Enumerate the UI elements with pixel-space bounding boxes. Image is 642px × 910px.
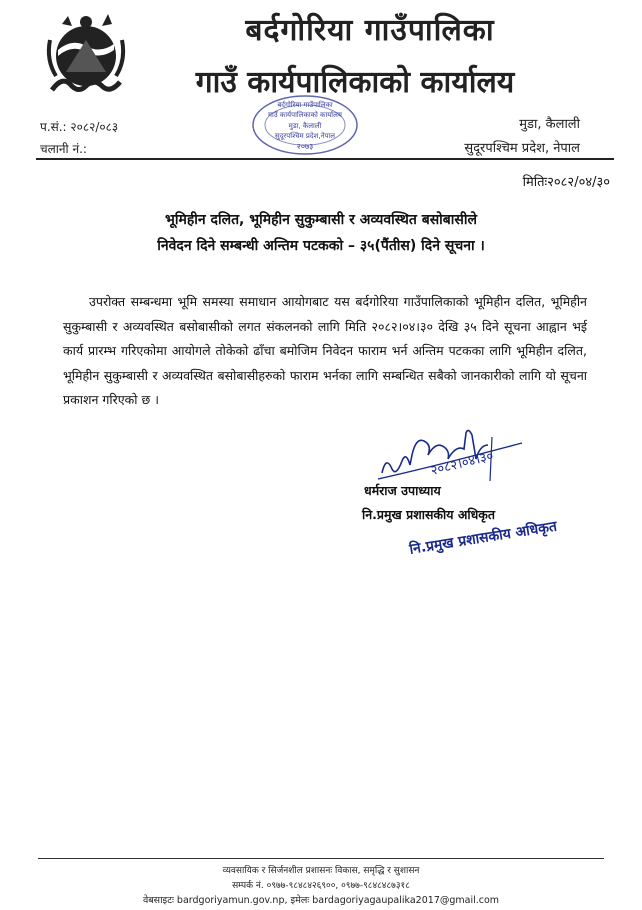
footer-web-email: वेबसाइटः bardgoriyamun.gov.np, इमेलः bardagoriyagaupalika2017@gmail.com — [142, 895, 500, 906]
signatory-name: धर्मराज उपाध्याय — [364, 483, 441, 498]
signatory-designation: नि.प्रमुख प्रशासकीय अधिकृत — [362, 507, 496, 522]
address-line-1: मुडा, कैलाली — [519, 117, 580, 132]
notice-subject — [40, 207, 602, 259]
seal-line-4: सुदूरपश्चिम प्रदेश,नेपाल — [274, 132, 336, 140]
dispatch-number: चलानी नं.: — [40, 142, 87, 156]
subject-line-1: भूमिहीन दलित, भूमिहीन सुकुम्बासी र अव्यवस्थित बसोबासीले — [164, 212, 478, 228]
seal-line-2: गाउँ कार्यपालिकाको कार्यालय — [268, 111, 342, 119]
reference-number: प.सं.: २०८२/०८३ — [40, 120, 119, 134]
notice-body: उपरोक्त सम्बन्धमा भूमि समस्या समाधान आयोगबाट यस बर्दगोरिया गाउँपालिकाको भूमिहीन दलित, भूमिहीन सुकुम्बासी र अव्यवस्थित बसोबासीको लगत संकलनको लागि मिति २०८२।०४।३० देखि ३५ दिने सूचना आह्वान भई कार्य प्रारम्भ गरिएकोमा आयोगले तोकेको ढाँचा बमोजिम निवेदन फाराम भर्न अन्तिम पटकका लागि भूमिहीन दलित, भूमिहीन सुकुम्बासी र अव्यवस्थित बसोबासीहरुको फाराम भर्नका लागि सम्बन्धित सबैको जानकारीको लागि यो सूचना प्रकाशन गरिएको छ । — [63, 294, 587, 407]
footer-divider — [38, 858, 604, 859]
seal-line-1: बर्दगोरिया गाउँपालिका — [277, 101, 333, 109]
seal-line-3: मुडा, कैलाली — [288, 122, 322, 130]
signature-date: २०८२।०४।३० — [429, 448, 496, 479]
notice-date: मितिः२०८२/०४/३० — [522, 175, 610, 190]
footer-motto: व्यवसायिक र सिर्जनशील प्रशासनः विकास, समृद्धि र सुशासन — [222, 866, 420, 876]
seal-line-5: २०७३ — [296, 142, 314, 151]
designation-stamp: नि.प्रमुख प्रशासकीय अधिकृत — [408, 518, 558, 558]
municipality-logo — [42, 10, 130, 100]
office-name: गाउँ कार्यपालिकाको कार्यालय — [195, 65, 515, 100]
footer-phones: सम्पर्क नं. ०९७७-९८४८४२६९००, ०९७७-९८४८४८७३१८ — [232, 881, 410, 891]
header-divider — [36, 158, 614, 160]
municipality-name: बर्दगोरिया गाउँपालिका — [245, 13, 495, 48]
office-seal — [250, 95, 360, 157]
address-line-2: सुदूरपश्चिम प्रदेश, नेपाल — [464, 141, 580, 156]
subject-line-2: निवेदन दिने सम्बन्धी अन्तिम पटकको – ३५(पैंतीस) दिने सूचना । — [157, 238, 485, 254]
